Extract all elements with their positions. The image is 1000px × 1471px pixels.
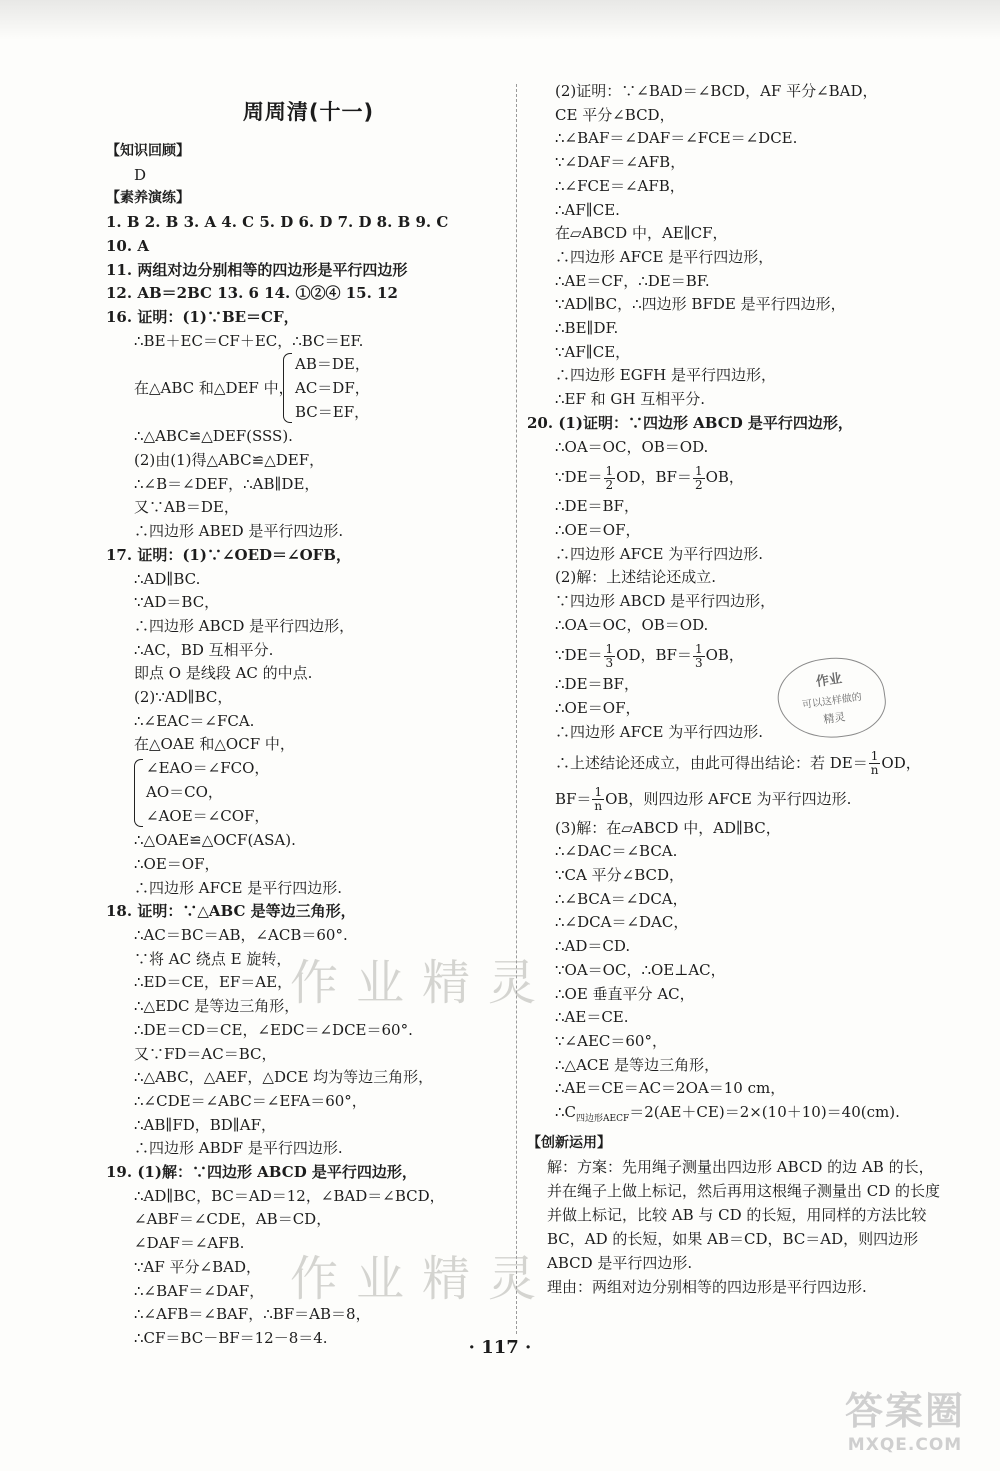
- text-line: 在▱ABCD 中，AE∥CF，: [555, 224, 728, 243]
- fraction-line-4: BF＝ $\frac{1}{n}$ OB，则四边形 AFCE 为平行四边形.: [555, 785, 852, 814]
- text-line: ∴四边形 AFCE 是平行四边形.: [134, 878, 342, 897]
- text-line: ∴OE＝OF，: [555, 699, 641, 718]
- text-line: ∴△OAE≌△OCF(ASA).: [134, 831, 296, 850]
- fraction: $\frac{1}{2}$: [694, 463, 703, 492]
- text-line: ∠ABF＝∠CDE，AB＝CD，: [134, 1210, 332, 1229]
- text-line: ∴∠AFB＝∠BAF，∴BF＝AB＝8，: [134, 1305, 371, 1324]
- text-line: ∴OE＝OF，: [134, 854, 220, 873]
- text-line: (2)证明：∵∠BAD＝∠BCD，AF 平分∠BAD，: [555, 82, 878, 100]
- homework-stamp: 作业 可以这样做的 精灵: [773, 651, 890, 745]
- text-line: ∵AD＝BC，: [134, 593, 220, 612]
- text-line: ∴EF 和 GH 互相平分.: [555, 390, 706, 409]
- right-block-2: [527, 495, 947, 637]
- text-line: ∵∠AEC＝60°，: [555, 1031, 667, 1050]
- text-line: ∴OE 垂直平分 AC，: [555, 984, 695, 1003]
- fraction-line-1: ∵DE＝ $\frac{1}{2}$ OD，BF＝ $\frac{1}{2}$ OB，: [555, 463, 744, 492]
- system-line: ∠AOE＝∠COF，: [146, 806, 270, 825]
- text-line: ∴△ABC，△AEF，△DCE 均为等边三角形，: [134, 1068, 434, 1087]
- text-line: ∴△EDC 是等边三角形，: [134, 997, 300, 1016]
- text-line: ∠DAF＝∠AFB.: [134, 1234, 245, 1253]
- text-line: ∴AC＝BC＝AB，∠ACB＝60°.: [134, 925, 348, 944]
- text-line: ∴AF∥CE.: [555, 200, 620, 219]
- system-line: AC＝DF，: [295, 379, 370, 398]
- text-line: ∴∠BAF＝∠DAF，: [134, 1281, 265, 1300]
- text-line: ∴四边形 AFCE 是平行四边形，: [555, 247, 774, 266]
- text-line: ∴∠B＝∠DEF，∴AB∥DE，: [134, 474, 320, 493]
- text-line: ∴△ABC≌△DEF(SSS).: [134, 427, 293, 446]
- fraction-line-3: ∴上述结论还成立，由此可得出结论：若 DE＝ $\frac{1}{n}$ OD，: [555, 749, 921, 778]
- text-line: ∴AD∥BC，BC＝AD＝12，∠BAD＝∠BCD，: [134, 1186, 445, 1205]
- text-line: 在△OAE 和△OCF 中，: [134, 735, 295, 754]
- text-line: ∵AF 平分∠BAD，: [134, 1257, 262, 1276]
- fraction: $\frac{1}{2}$: [605, 463, 614, 492]
- text-line: 又∵FD＝AC＝BC，: [134, 1044, 277, 1063]
- fraction: $\frac{1}{3}$: [694, 641, 703, 670]
- brace: [134, 759, 143, 827]
- system-prefix: 在△ABC 和△DEF 中，: [134, 379, 294, 398]
- left-block-1: [106, 140, 511, 353]
- text-line: ∴AB∥FD，BD∥AF，: [134, 1115, 276, 1134]
- watermark-lower: 作业精灵: [290, 1251, 555, 1307]
- left-block-2: [106, 425, 511, 757]
- equation-system-2: [106, 757, 511, 829]
- right-block-4: [527, 817, 947, 1101]
- system-line: AB＝DE，: [295, 355, 370, 374]
- text-line: ∵AF∥CE，: [555, 342, 631, 361]
- section-heading: 【素养演练】: [106, 190, 190, 207]
- fraction: $\frac{1}{n}$: [870, 749, 879, 778]
- text-line: ∴△ACE 是等边三角形，: [555, 1055, 720, 1074]
- text-line: ∴四边形 EGFH 是平行四边形，: [555, 366, 776, 385]
- text-line: 20. (1)证明：∵四边形 ABCD 是平行四边形，: [527, 413, 853, 432]
- text-line: ∴四边形 ABED 是平行四边形.: [134, 522, 344, 541]
- text-line: (2)∵AD∥BC，: [134, 688, 233, 707]
- site-logo: 答案圈 MXQE.COM: [844, 1389, 965, 1455]
- page-title: 周周清(十一): [242, 100, 375, 124]
- text-line: 11. 两组对边分别相等的四边形是平行四边形: [106, 260, 408, 279]
- text-line: 18. 证明：∵△ABC 是等边三角形，: [106, 902, 356, 921]
- text-line: ∵OA＝OC，∴OE⊥AC，: [555, 960, 726, 979]
- text-line: ∴BE＋EC＝CF＋EC，∴BC＝EF.: [134, 331, 364, 350]
- text-line: ∴OA＝OC，OB＝OD.: [555, 615, 709, 634]
- text-line: ∴∠CDE＝∠ABC＝∠EFA＝60°，: [134, 1091, 367, 1110]
- text-line: ∴四边形 ABDF 是平行四边形.: [134, 1139, 343, 1158]
- text-line: 又∵AB＝DE，: [134, 498, 239, 517]
- text-line: ∴∠EAC＝∠FCA.: [134, 711, 255, 730]
- text-line: D: [134, 165, 147, 184]
- text-line: ∵四边形 ABCD 是平行四边形，: [555, 592, 776, 611]
- text-line: ∴∠BCA＝∠DCA，: [555, 889, 688, 908]
- text-line: ∵∠DAF＝∠AFB，: [555, 153, 686, 172]
- perimeter-line: $\therefore C_{四边形AECF}=2(AE+CE)=2\times(10+10)=40(cm)$.: [555, 1103, 900, 1125]
- right-block-1: [527, 80, 947, 459]
- text-line: 10. A: [106, 236, 149, 255]
- text-line: ∴∠BAF＝∠DAF＝∠FCE＝∠DCE.: [555, 129, 798, 148]
- text-line: ∴AC，BD 互相平分.: [134, 640, 274, 659]
- watermark-upper: 作业精灵: [290, 955, 555, 1011]
- text-line: ∴∠DCA＝∠DAC，: [555, 913, 689, 932]
- solution-paragraph: 解：方案：先用绳子测量出四边形 ABCD 的边 AB 的长，并在绳子上做上标记，然后再用这根绳子测量出 CD 的长度并做上标记，比较 AB 与 CD 的长短，用同样的方法比较 BC，AD 的长短，如果 AB＝CD，BC＝AD，则四边形 ABCD 是平行四边形.: [547, 1158, 941, 1273]
- text-line: ∴AE＝CE.: [555, 1008, 629, 1027]
- text-line: (2)由(1)得△ABC≌△DEF，: [134, 451, 325, 470]
- text-line: ∵AD∥BC，∴四边形 BFDE 是平行四边形，: [555, 295, 846, 314]
- text-line: ∴AE＝CE＝AC＝2OA＝10 cm，: [555, 1079, 786, 1098]
- text-line: 12. AB＝2BC 13. 6 14. ①②④ 15. 12: [106, 284, 398, 303]
- text-line: 1. B 2. B 3. A 4. C 5. D 6. D 7. D 8. B 9. C: [106, 213, 449, 232]
- text-line: ∴AE＝CF，∴DE＝BF.: [555, 271, 710, 290]
- text-line: ∴DE＝CD＝CE，∠EDC＝∠DCE＝60°.: [134, 1020, 413, 1039]
- system-line: ∠EAO＝∠FCO，: [146, 759, 270, 778]
- text-line: ∴ED＝CE，EF＝AE，: [134, 973, 293, 992]
- text-line: ∴OA＝OC，OB＝OD.: [555, 437, 709, 456]
- text-line: ∴CF＝BC－BF＝12－8＝4.: [134, 1328, 328, 1347]
- text-line: 19. (1)解：∵四边形 ABCD 是平行四边形，: [106, 1163, 417, 1182]
- text-line: ∴AD∥BC.: [134, 569, 201, 588]
- fraction-line-2: ∵DE＝ $\frac{1}{3}$ OD，BF＝ $\frac{1}{3}$ OB，: [555, 641, 744, 670]
- page-number: · 117 ·: [468, 1337, 532, 1358]
- text-line: (3)解：在▱ABCD 中，AD∥BC，: [555, 818, 781, 837]
- equation-system-1: [106, 353, 511, 425]
- section-heading: 【知识回顾】: [106, 143, 190, 159]
- text-line: ∴DE＝BF，: [555, 497, 639, 516]
- text-line: ∵CA 平分∠BCD，: [555, 865, 684, 884]
- left-column: [106, 80, 511, 1351]
- text-line: CE 平分∠BCD，: [555, 105, 675, 124]
- reason-line: 理由：两组对边分别相等的四边形是平行四边形.: [547, 1278, 867, 1297]
- left-block-3: [106, 829, 511, 1350]
- text-line: ∴四边形 AFCE 为平行四边形.: [555, 544, 763, 563]
- system-line: AO＝CO，: [146, 782, 223, 801]
- page-edge-shadow: [0, 0, 1000, 40]
- text-line: ∴∠FCE＝∠AFB，: [555, 176, 685, 195]
- text-line: ∴OE＝OF，: [555, 520, 641, 539]
- fraction: $\frac{1}{3}$: [605, 641, 614, 670]
- text-line: ∴DE＝BF，: [555, 675, 639, 694]
- text-line: (2)解：上述结论还成立.: [555, 568, 717, 587]
- brace: [283, 353, 292, 423]
- text-line: ∴BE∥DF.: [555, 319, 619, 338]
- fraction: $\frac{1}{n}$: [594, 785, 603, 814]
- text-line: 即点 O 是线段 AC 的中点.: [134, 664, 313, 683]
- system-line: BC＝EF，: [295, 402, 370, 421]
- text-line: 17. 证明：(1)∵∠OED＝∠OFB，: [106, 545, 351, 564]
- text-line: ∴四边形 ABCD 是平行四边形，: [134, 616, 355, 635]
- section-innovation: 【创新运用】: [527, 1134, 611, 1151]
- text-line: ∴∠DAC＝∠BCA.: [555, 842, 678, 861]
- column-divider: [516, 84, 517, 1334]
- text-line: 16. 证明：(1)∵BE＝CF，: [106, 307, 299, 326]
- text-line: ∵将 AC 绕点 E 旋转，: [134, 949, 292, 968]
- text-line: ∴AD＝CD.: [555, 937, 631, 956]
- text-line: ∴四边形 AFCE 为平行四边形.: [555, 722, 763, 741]
